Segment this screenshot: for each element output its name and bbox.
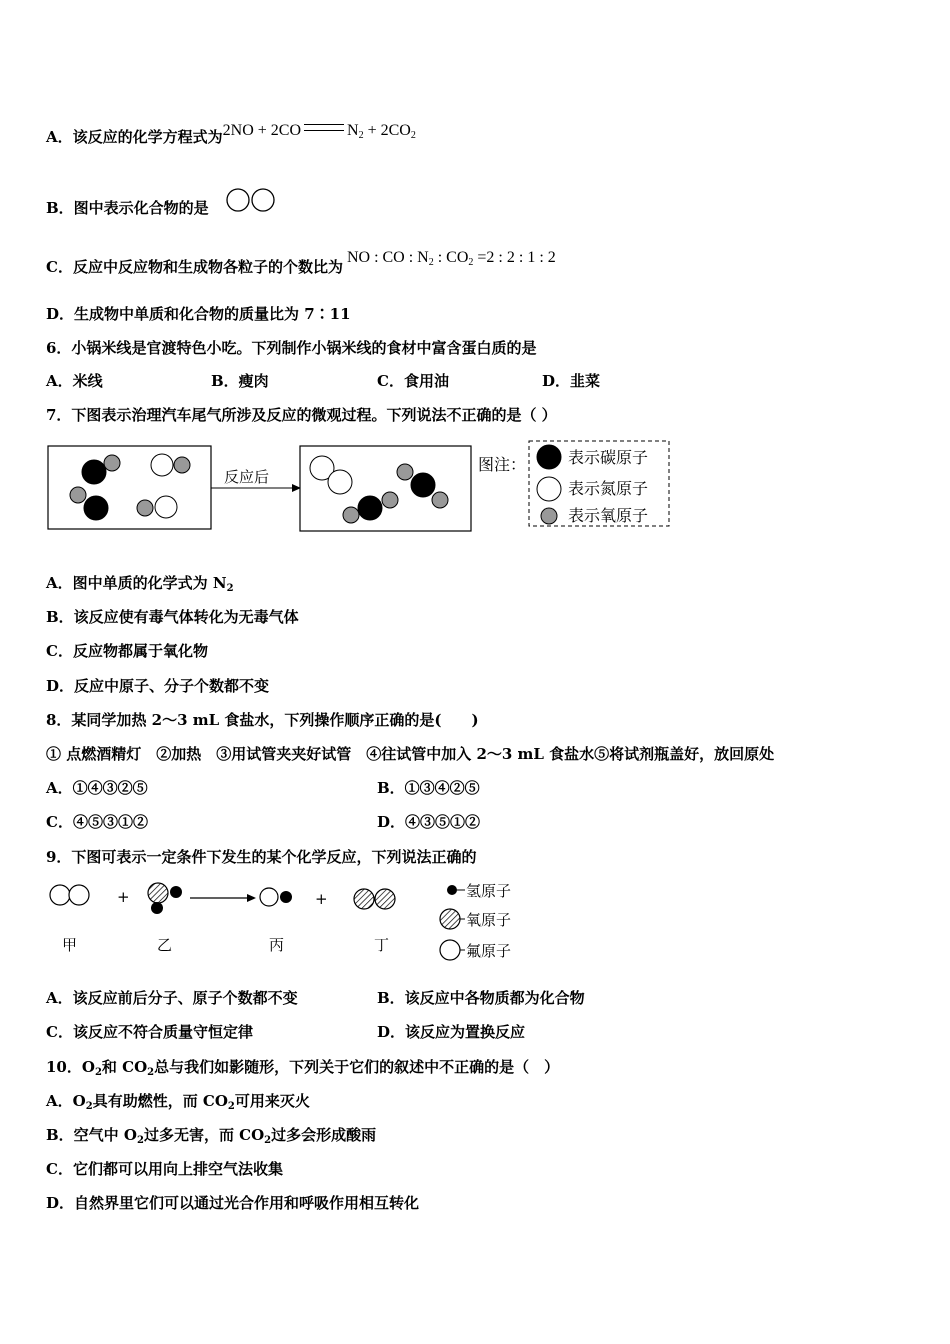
q10-option-c: C．它们都可以用向上排空气法收集 (46, 1160, 283, 1178)
q8-stem: 8．某同学加热 2～3 mL 食盐水，下列操作顺序正确的是( ) (46, 711, 479, 729)
q9-label-jia: 甲 (62, 936, 78, 954)
q7-legend-oxygen: 表示氧原子 (568, 506, 649, 525)
q9-option-b: B．该反应中各物质都为化合物 (377, 989, 585, 1007)
hydrogen-atom-icon (447, 885, 457, 895)
q7-arrow-label: 反应后 (224, 468, 270, 486)
q5-equation: 2NO + 2CO $N_2 + 2CO_2$ (222, 122, 416, 141)
q9-option-a: A．该反应前后分子、原子个数都不变 (46, 989, 298, 1007)
q7-reaction-diagram (44, 438, 684, 538)
q9-label-ding: 丁 (374, 936, 390, 954)
q7-stem: 7．下图表示治理汽车尾气所涉及反应的微观过程。下列说法不正确的是（ ） (46, 406, 557, 424)
q7-legend-carbon: 表示碳原子 (568, 448, 649, 467)
q10-option-a: A．$O_2$具有助燃性，而 $CO_2$可用来灭火 (46, 1092, 310, 1112)
q9-legend-hydrogen: 氢原子 (466, 882, 512, 900)
q9-plus-1: + (117, 888, 130, 906)
compound-molecule-icon (225, 186, 280, 214)
q9-legend-fluorine: 氟原子 (466, 942, 512, 960)
q9-plus-2: + (315, 890, 328, 908)
q9-stem: 9．下图可表示一定条件下发生的某个化学反应，下列说法正确的 (46, 848, 477, 866)
nitrogen-atom-icon (537, 477, 561, 501)
q5-option-a: A．该反应的化学方程式为2NO + 2CO $N_2 + 2CO_2$ (46, 122, 416, 146)
q7-legend-nitrogen: 表示氮原子 (568, 479, 649, 498)
q8-option-b: B．①③④②⑤ (377, 779, 480, 797)
carbon-atom-icon (537, 445, 561, 469)
q9-legend-oxygen: 氧原子 (466, 911, 512, 929)
q8-option-d: D．④③⑤①② (377, 813, 481, 831)
q7-option-d: D．反应中原子、分子个数都不变 (46, 677, 270, 695)
q9-label-bing: 丙 (269, 936, 285, 954)
q6-option-b: B．瘦肉 (211, 372, 269, 390)
q9-label-yi: 乙 (157, 936, 173, 954)
q5-option-b: B．图中表示化合物的是 (46, 199, 209, 217)
q8-steps: ① 点燃酒精灯 ②加热 ③用试管夹夹好试管 ④往试管中加入 2～3 mL 食盐水⑤将试剂瓶盖好，放回原处 (46, 745, 775, 763)
q9-option-d: D．该反应为置换反应 (377, 1023, 526, 1041)
q7-option-a: A．图中单质的化学式为 $N_2$ (46, 574, 234, 594)
q7-option-c: C．反应物都属于氧化物 (46, 642, 208, 660)
q9-option-c: C．该反应不符合质量守恒定律 (46, 1023, 253, 1041)
q7-legend-title: 图注： (478, 455, 527, 474)
q6-option-a: A．米线 (46, 372, 103, 390)
q6-stem: 6．小锅米线是官渡特色小吃。下列制作小锅米线的食材中富含蛋白质的是 (46, 339, 537, 357)
q6-option-c: C．食用油 (377, 372, 449, 390)
q10-option-b: B．空气中 $O_2$过多无害，而 $CO_2$过多会形成酸雨 (46, 1126, 377, 1146)
q6-option-d: D．韭菜 (542, 372, 601, 390)
q7-option-b: B．该反应使有毒气体转化为无毒气体 (46, 608, 299, 626)
q10-stem: 10．$O_2$和 $CO_2$总与我们如影随形，下列关于它们的叙述中不正确的是（ ） (46, 1058, 560, 1078)
q10-option-d: D．自然界里它们可以通过光合作用和呼吸作用相互转化 (46, 1194, 420, 1212)
oxygen-atom-icon (440, 909, 460, 929)
q5-option-c: C．反应中反应物和生成物各粒子的个数比为NO : CO : $N_2$ : $CO_2 =2$ : 2 : 1 : 2 (46, 249, 556, 276)
q9-reaction-diagram (44, 875, 544, 970)
q8-option-a: A．①④③②⑤ (46, 779, 148, 797)
oxygen-atom-icon (541, 508, 557, 524)
q5-option-d: D．生成物中单质和化合物的质量比为 7∶11 (46, 305, 351, 323)
fluorine-atom-icon (440, 940, 460, 960)
q8-option-c: C．④⑤③①② (46, 813, 148, 831)
q5-ratio: NO : CO : $N_2$ : $CO_2 =2$ : 2 : 1 : 2 (346, 249, 556, 268)
